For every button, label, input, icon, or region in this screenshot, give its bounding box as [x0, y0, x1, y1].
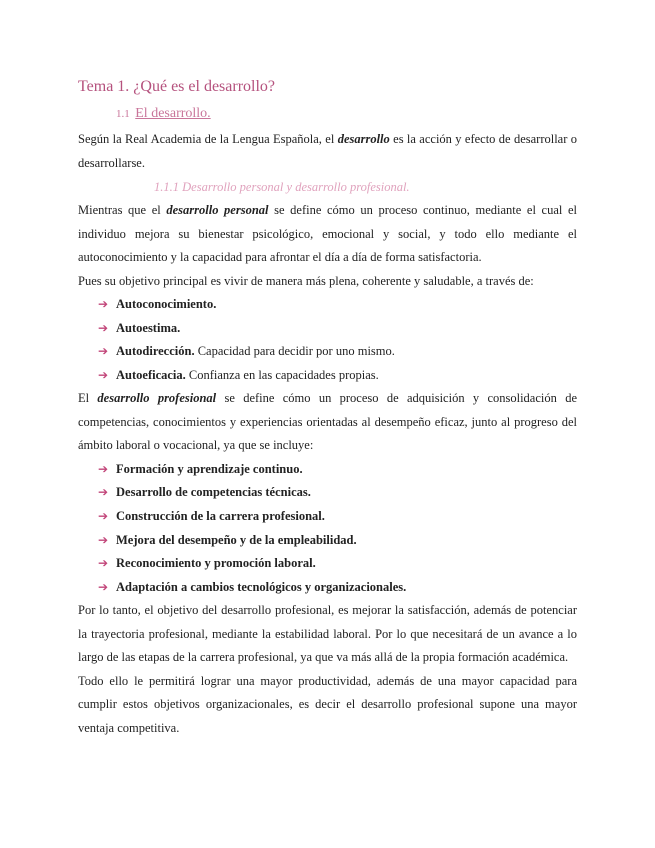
arrow-icon: ➔ [98, 532, 109, 547]
subsection-heading: 1.1.1 Desarrollo personal y desarrollo profesional. [154, 180, 410, 194]
arrow-icon: ➔ [98, 509, 109, 524]
personal-text-before: Mientras que el [78, 203, 167, 217]
list-item [98, 364, 577, 388]
list-item-label: Autodirección. [116, 344, 195, 359]
arrow-icon: ➔ [98, 461, 109, 476]
list-item [98, 458, 577, 482]
arrow-icon: ➔ [98, 367, 109, 382]
chapter-heading: Tema 1. ¿Qué es el desarrollo? [78, 78, 276, 95]
professional-text-after: se define cómo un proceso de adquisición y consolidación de competencias, conocimientos y experiencias orientadas al desempeño eficaz, junto al progreso del ámbito laboral o vocacional, ya que se incluye: [78, 391, 577, 453]
professional-paragraph [78, 387, 577, 458]
professional-text-before: El [78, 391, 98, 406]
list-item-label: Adaptación a cambios tecnológicos y organizacionales. [116, 579, 407, 594]
arrow-icon: ➔ [98, 556, 109, 571]
section-number: 1.1 [116, 108, 130, 120]
list-item-text: Capacidad para decidir por uno mismo. [194, 344, 395, 359]
arrow-icon: ➔ [98, 579, 109, 594]
list-item [98, 317, 577, 341]
personal-lead-paragraph: Pues su objetivo principal es vivir de manera más plena, coherente y saludable, a través de: [78, 273, 534, 288]
personal-paragraph [78, 199, 577, 270]
personal-text-after: se define cómo un proceso continuo, mediante el cual el individuo mejora su bienestar psicológico, emocional y social, y todo ello mediante el autoconocimiento y la capacidad para afrontar el día a día de forma satisfactoria. [78, 203, 577, 264]
list-item [98, 293, 577, 317]
intro-text-after: es la acción y efecto de desarrollar o desarrollarse. [78, 132, 577, 170]
list-item-label: Autoeficacia. [116, 367, 186, 382]
arrow-icon: ➔ [98, 344, 109, 359]
list-item-text: Confianza en las capacidades propias. [185, 367, 379, 382]
list-item [98, 340, 577, 364]
intro-paragraph [78, 128, 577, 175]
list-item [98, 529, 577, 553]
arrow-icon: ➔ [98, 297, 109, 311]
personal-term: desarrollo personal [166, 203, 269, 217]
section-title: El desarrollo. [135, 106, 211, 121]
professional-term: desarrollo profesional [97, 391, 217, 406]
list-item-label: Mejora del desempeño y de la empleabilidad. [116, 532, 357, 547]
list-item [98, 552, 577, 576]
arrow-icon: ➔ [98, 320, 109, 335]
personal-list [78, 293, 577, 387]
intro-term: desarrollo [337, 132, 390, 146]
list-item [98, 481, 577, 505]
list-item-label: Autoconocimiento. [116, 297, 217, 311]
arrow-icon: ➔ [98, 485, 109, 500]
professional-list [78, 458, 577, 600]
list-item-label: Construcción de la carrera profesional. [116, 509, 325, 524]
conclusion-paragraph-2: Todo ello le permitirá lograr una mayor productividad, además de una mayor capacidad para cumplir estos objetivos organizacionales, es decir el desarrollo profesional supone una mayor ventaja competitiva. [78, 673, 577, 735]
list-item-label: Reconocimiento y promoción laboral. [116, 556, 316, 571]
conclusion-paragraph-1: Por lo tanto, el objetivo del desarrollo profesional, es mejorar la satisfacción, además de potenciar la trayectoria profesional, mediante la estabilidad laboral. Por lo que necesitará de un avance a lo largo de las etapas de la carrera profesional, ya que va más allá de la propia formación académica. [78, 603, 577, 665]
section-heading [116, 104, 577, 124]
list-item [98, 505, 577, 529]
list-item-label: Autoestima. [116, 320, 181, 335]
list-item [98, 576, 577, 600]
list-item-label: Desarrollo de competencias técnicas. [116, 485, 311, 500]
list-item-label: Formación y aprendizaje continuo. [116, 461, 303, 476]
intro-text-before: Según la Real Academia de la Lengua Española, el [78, 132, 338, 146]
